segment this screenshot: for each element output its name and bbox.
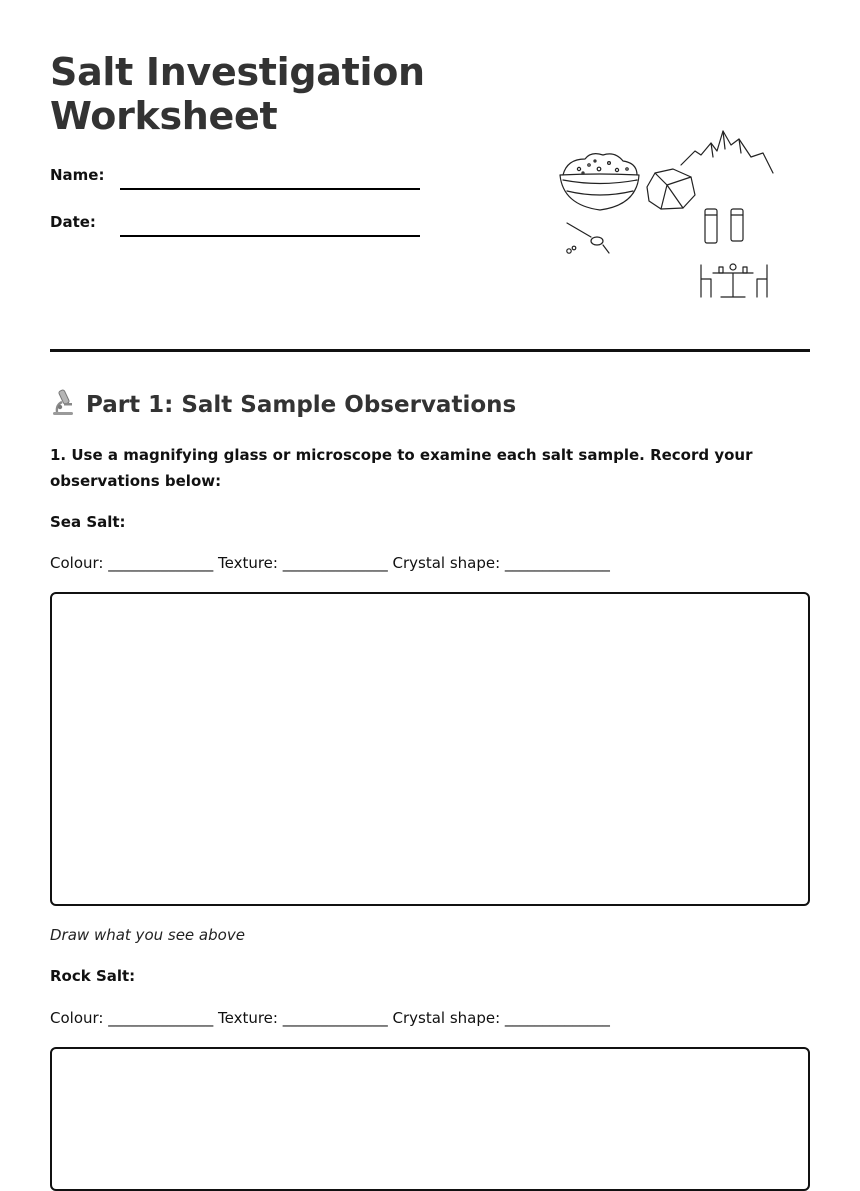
name-label: Name:: [50, 166, 105, 184]
question-1: 1. Use a magnifying glass or microscope to examine each salt sample. Record your observations below:: [50, 446, 753, 490]
sample-label-sea-salt: Sea Salt:: [50, 513, 126, 531]
dining-table-icon: [701, 264, 767, 297]
name-input-line[interactable]: [120, 188, 420, 190]
microscope-icon: [50, 388, 76, 422]
header-divider: [50, 349, 810, 352]
date-input-line[interactable]: [120, 235, 420, 237]
rock-salt-icon: [647, 169, 695, 209]
mountain-icon: [681, 131, 773, 173]
part1-title: Part 1: Salt Sample Observations: [86, 392, 517, 418]
observation-line-sea-salt[interactable]: Colour: ______________ Texture: ______________ Crystal shape: ______________: [50, 554, 610, 572]
date-label: Date:: [50, 213, 96, 231]
salt-bowl-icon: [560, 154, 639, 210]
drawing-box-rock-salt[interactable]: [50, 1047, 810, 1191]
date-field[interactable]: [50, 213, 420, 231]
observation-line-rock-salt[interactable]: Colour: ______________ Texture: ______________ Crystal shape: ______________: [50, 1009, 610, 1027]
worksheet-title: Salt Investigation Worksheet: [50, 50, 425, 138]
salt-shaker-icon: [705, 209, 717, 243]
salt-spoon-icon: [567, 223, 609, 253]
sample-label-rock-salt: Rock Salt:: [50, 967, 136, 985]
part1-heading: [50, 388, 516, 422]
drawing-caption: Draw what you see above: [50, 926, 245, 944]
pepper-shaker-icon: [731, 209, 743, 241]
drawing-box-sea-salt[interactable]: [50, 592, 810, 906]
salt-illustration: [555, 125, 780, 310]
name-field[interactable]: [50, 166, 420, 184]
